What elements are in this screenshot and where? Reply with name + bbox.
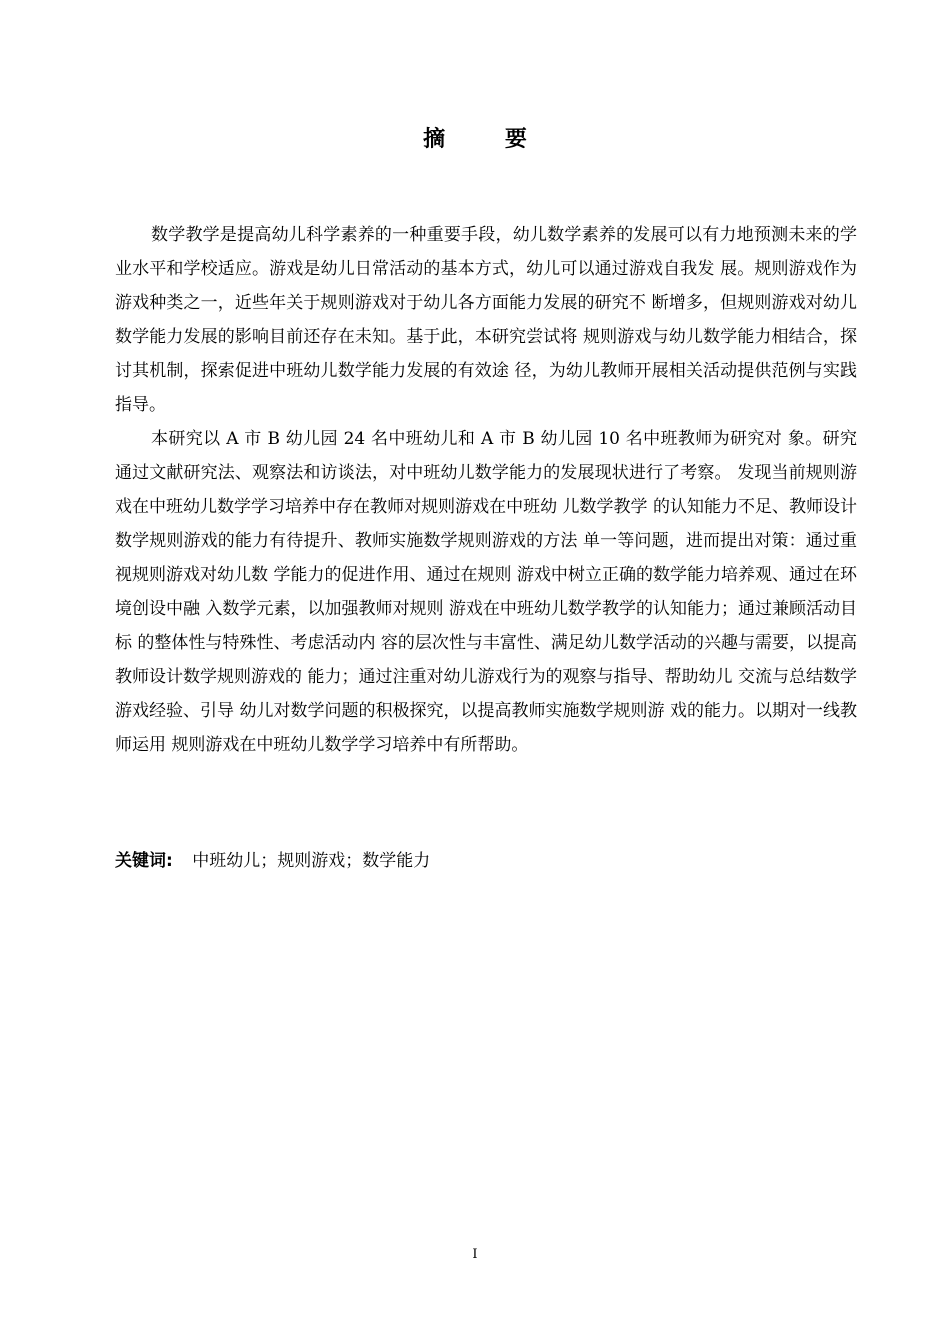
keywords-line xyxy=(115,848,430,874)
keywords-value: 中班幼儿；规则游戏；数学能力 xyxy=(192,851,431,871)
page-number: I xyxy=(472,1247,478,1262)
abstract-body xyxy=(115,218,857,762)
abstract-paragraph-1: 数学教学是提高幼儿科学素养的一种重要手段，幼儿数学素养的发展可以有力地预测未来的学业水平和学校适应。游戏是幼儿日常活动的基本方式，幼儿可以通过游戏自我发 展。规则游戏作为游戏种类之一，近些年关于规则游戏对于幼儿各方面能力发展的研究不 断增多，但规则游戏对幼儿数学能力发展的影响目前还存在未知。基于此，本研究尝试将 规则游戏与幼儿数学能力相结合，探讨其机制，探索促进中班幼儿数学能力发展的有效途 径，为幼儿教师开展相关活动提供范例与实践指导。 xyxy=(115,225,857,415)
keywords-label: 关键词: xyxy=(115,851,173,871)
abstract-title: 摘 要 xyxy=(423,127,553,152)
abstract-paragraph-2: 本研究以 A 市 B 幼儿园 24 名中班幼儿和 A 市 B 幼儿园 10 名中班教师为研究对 象。研究通过文献研究法、观察法和访谈法，对中班幼儿数学能力的发展现状进行了考察。 发现当前规则游戏在中班幼儿数学学习培养中存在教师对规则游戏在中班幼 儿数学教学 的认知能力不足、教师设计数学规则游戏的能力有待提升、教师实施数学规则游戏的方法 单一等问题，进而提出对策：通过重视规则游戏对幼儿数 学能力的促进作用、通过在规则 游戏中树立正确的数学能力培养观、通过在环境创设中融 入数学元素，以加强教师对规则 游戏在中班幼儿数学教学的认知能力；通过兼顾活动目标 的整体性与特殊性、考虑活动内 容的层次性与丰富性、满足幼儿数学活动的兴趣与需要，以提高教师设计数学规则游戏的 能力；通过注重对幼儿游戏行为的观察与指导、帮助幼儿 交流与总结数学游戏经验、引导 幼儿对数学问题的积极探究，以提高教师实施数学规则游 戏的能力。以期对一线教师运用 规则游戏在中班幼儿数学学习培养中有所帮助。 xyxy=(115,429,857,755)
